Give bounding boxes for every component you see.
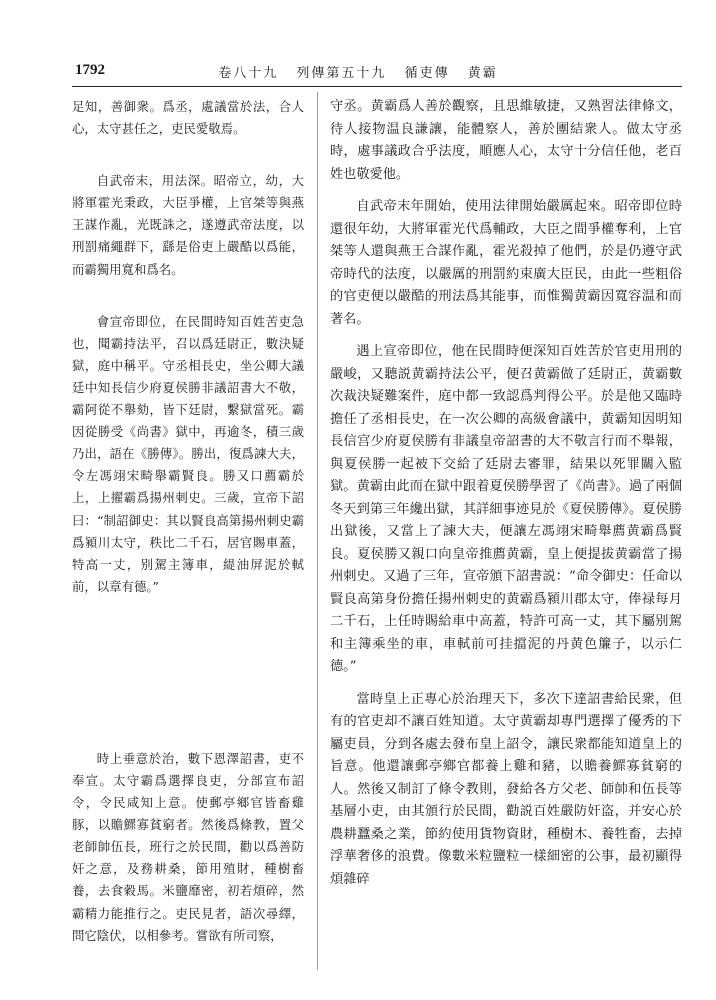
translation-paragraph-4: 當時皇上正專心於治理天下，多次下達詔書給民衆，但有的官吏却不讓百姓知道。太守黄霸却專門選擇了優秀的下屬吏員，分到各處去發布皇上詔令，讓民衆都能知道皇上的旨意。他還讓郵亭鄉官都養上雞和豬，以贍養鰥寡貧窮的人。然後又制訂了條令教則，發給各方父老、師帥和伍長等基層小吏，由其頒行於民間，勸説百姓嚴防奸盗，并安心於農耕蠶桑之業，節約使用貨物資財，種樹木、養牲畜，去掉浮華奢侈的浪費。像數米粒鹽粒一樣細密的公事，最初顯得煩雜碎 [330,691,682,887]
classical-paragraph-2: 自武帝末，用法深。昭帝立，幼，大將軍霍光秉政，大臣爭權，上官桀等與燕王謀作亂，光既誅之，遂遵武帝法度，以刑罰痛繩群下，繇是俗吏上嚴酷以爲能，而霸獨用寬和爲名。 [72,173,304,277]
paragraph-gap [72,281,304,311]
classical-text-column [72,96,304,947]
translation-paragraph-1: 守丞。黄霸爲人善於觀察，且思維敏捷，又熟習法律條文，待人接物温良謙讓，能體察人，善於團結衆人。做太守丞時，處事議政合乎法度，順應人心，太守十分信任他，老百姓也敬愛他。 [330,99,682,182]
classical-paragraph-3: 會宣帝即位，在民間時知百姓苦吏急也，聞霸持法平，召以爲廷尉正，數決疑獄，庭中稱平。守丞相長史，坐公卿大議廷中知長信少府夏侯勝非議詔書大不敬，霸阿從不舉劾，皆下廷尉，繫獄當死。霸因從勝受《尚書》獄中，再逾冬，積三歲乃出，語在《勝傳》。勝出，復爲諫大夫，令左馮翊宋畸舉霸賢良。勝又口薦霸於上，上擢霸爲揚州刺史。三歲，宣帝下詔曰：“制詔御史：其以賢良高第揚州刺史霸爲潁川太守，秩比二千石，居官賜車蓋，特高一丈，别駕主簿車，緹油屏泥於軾前，以章有德。” [72,313,304,594]
paragraph-gap [72,598,304,748]
classical-paragraph-4: 時上垂意於治，數下恩澤詔書，吏不奉宣。太守霸爲選擇良吏，分部宣布詔令，令民咸知上意。使郵亭鄉官皆畜雞豚，以贍鰥寡貧窮者。然後爲條教，置父老師帥伍長，班行之於民間，勸以爲善防奸之意，及務耕桑，節用殖財，種樹畜養，去食穀馬。米鹽靡密，初若煩碎，然霸精力能推行之。吏民見者，語次尋繹，問它陰伏，以相參考。嘗欲有所司察， [72,750,304,943]
running-head [0,62,716,81]
paragraph-gap [330,679,682,689]
translation-text-column [330,96,682,891]
paragraph-gap [330,331,682,341]
running-head-section: 列傳第五十九 [296,66,387,81]
running-head-chapter: 循吏傳 [404,66,450,81]
running-head-subject: 黄霸 [467,66,498,81]
column-divider [317,92,318,970]
paragraph-gap [330,186,682,196]
paragraph-gap [72,140,304,170]
page-number: 1792 [75,62,105,78]
translation-paragraph-3: 遇上宣帝即位，他在民間時便深知百姓苦於官吏用刑的嚴峻，又聽説黄霸持法公平，便召黄霸做了廷尉正，黄霸數次裁決疑難案件，庭中都一致認爲判得公平。於是他又臨時擔任了丞相長史，在一次公卿的高級會議中，黄霸知因明知長信宫少府夏侯勝有非議皇帝詔書的大不敬言行而不舉報，與夏侯勝一起被下交給了廷尉去審罪，結果以死罪關入監獄。黄霸由此而在獄中跟着夏侯勝學習了《尚書》。過了兩個冬天到第三年纔出獄，其詳細事迹見於《夏侯勝傳》。夏侯勝出獄後，又當上了諫大夫，便讓左馮翊宋畸舉薦黄霸爲賢良。夏侯勝又親口向皇帝推薦黄霸，皇上便提拔黄霸當了揚州刺史。又過了三年，宣帝頒下詔書説：“命令御史：任命以賢良高第身份擔任揚州刺史的黄霸爲潁川郡太守，俸禄每月二千石，上任時賜給車中高蓋，特許可高一丈，其下屬别駕和主簿乘坐的車，車軾前可挂擋泥的丹黄色簾子，以示仁德。” [330,344,682,674]
translation-paragraph-2: 自武帝末年開始，使用法律開始嚴厲起來。昭帝即位時還很年幼，大將軍霍光代爲輔政，大臣之間爭權奪利，上官桀等人還與燕王合謀作亂，霍光殺掉了他們，於是仍遵守武帝時代的法度，以嚴厲的刑罰約束廣大臣民，由此一些粗俗的官吏便以嚴酷的刑法爲其能事，而惟獨黄霸因寬容温和而著名。 [330,199,682,327]
running-head-volume: 卷八十九 [218,66,279,81]
classical-paragraph-1: 足知，善御衆。爲丞，處議當於法，合人心，太守甚任之，吏民愛敬焉。 [72,99,304,137]
header-rule [72,86,682,87]
